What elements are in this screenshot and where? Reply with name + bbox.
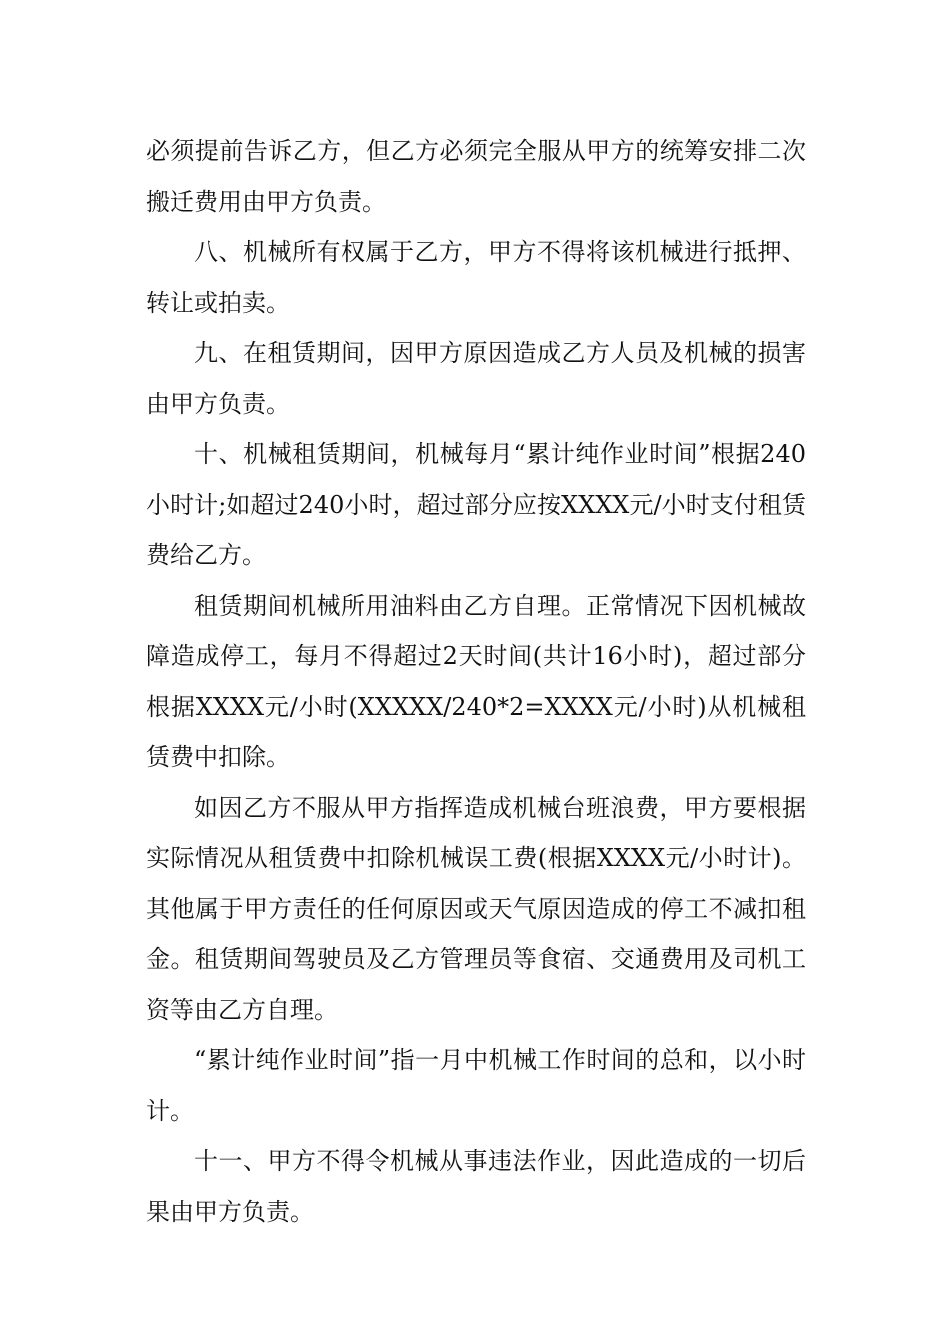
- paragraph-clause-8: 八、机械所有权属于乙方，甲方不得将该机械进行抵押、转让或拍卖。: [146, 238, 806, 317]
- paragraph-idle-deduction: 如因乙方不服从甲方指挥造成机械台班浪费，甲方要根据实际情况从租赁费中扣除机械误工费(根据XXXX元/小时计)。其他属于甲方责任的任何原因或天气原因造成的停工不减扣租金。租赁期间驾驶员及乙方管理员等食宿、交通费用及司机工资等由乙方自理。: [146, 793, 806, 1024]
- paragraph-clause-10: 十、机械租赁期间，机械每月“累计纯作业时间”根据240小时计;如超过240小时，超过部分应按XXXX元/小时支付租赁费给乙方。: [146, 440, 806, 569]
- document-body: [146, 126, 806, 1237]
- paragraph-work-time-definition: “累计纯作业时间”指一月中机械工作时间的总和，以小时计。: [146, 1046, 806, 1125]
- paragraph-relocation-cost: 必须提前告诉乙方，但乙方必须完全服从甲方的统筹安排二次搬迁费用由甲方负责。: [146, 137, 806, 216]
- paragraph-fuel-and-downtime: 租赁期间机械所用油料由乙方自理。正常情况下因机械故障造成停工，每月不得超过2天时间(共计16小时)，超过部分根据XXXX元/小时(XXXXX/240*2=XXXX元/小时)从机械租赁费中扣除。: [146, 591, 806, 771]
- paragraph-clause-11: 十一、甲方不得令机械从事违法作业，因此造成的一切后果由甲方负责。: [146, 1147, 806, 1226]
- paragraph-clause-9: 九、在租赁期间，因甲方原因造成乙方人员及机械的损害由甲方负责。: [146, 339, 806, 418]
